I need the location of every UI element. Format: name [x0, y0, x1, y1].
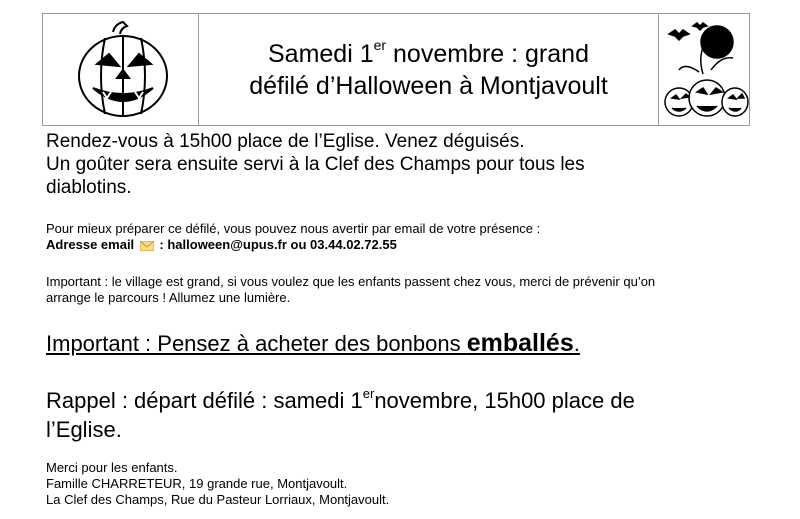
footer-line: Merci pour les enfants. [46, 460, 178, 475]
intro-line: diablotins. [46, 177, 132, 198]
email-label: Adresse email [46, 237, 135, 252]
rappel-line-2: l’Eglise. [46, 417, 122, 442]
header-left-cell [43, 14, 199, 125]
rappel-paragraph [46, 386, 766, 444]
title-part: novembre : grand [386, 39, 589, 68]
candy-text: Important : Pensez à acheter des bonbons [46, 331, 467, 356]
email-contact[interactable]: : halloween@upus.fr ou 03.44.02.72.55 [159, 237, 397, 252]
intro-line: Rendez-vous à 15h00 place de l’Eglise. Venez déguisés. [46, 131, 525, 152]
important-notice [46, 274, 766, 306]
title-line-2: défilé d’Halloween à Montjavoult [249, 71, 608, 100]
title-part: Samedi 1 [268, 39, 374, 68]
envelope-icon [140, 241, 154, 251]
prep-line: Pour mieux préparer ce défilé, vous pouvez nous avertir par email de votre présence : [46, 221, 541, 236]
candy-reminder [46, 328, 580, 359]
footer-signature [46, 460, 766, 508]
footer-line: Famille CHARRETEUR, 19 grande rue, Montjavoult. [46, 476, 348, 491]
header-right-cell [659, 14, 751, 125]
intro-paragraph [46, 130, 766, 199]
footer-line: La Clef des Champs, Rue du Pasteur Lorriaux, Montjavoult. [46, 492, 390, 507]
page-title [249, 38, 608, 102]
pumpkins-bats-icon [659, 14, 751, 125]
intro-line: Un goûter sera ensuite servi à la Clef des Champs pour tous les [46, 154, 585, 175]
candy-end: . [573, 331, 580, 356]
prep-paragraph [46, 221, 766, 253]
rappel-sup: er [362, 385, 375, 401]
header-title-cell [199, 14, 659, 125]
notice-line: Important : le village est grand, si vous voulez que les enfants passent chez vous, merci de prévenir qu’on [46, 274, 656, 289]
header-table [42, 13, 750, 126]
email-line [46, 237, 766, 253]
rappel-part: Rappel : départ défilé : samedi 1 [46, 388, 363, 413]
title-sup: er [373, 37, 387, 54]
jack-o-lantern-icon [43, 14, 199, 125]
rappel-part: novembre, 15h00 place de [374, 388, 635, 413]
candy-bold: emballés [466, 329, 574, 357]
title-line-1 [249, 38, 608, 70]
rappel-line-1 [46, 386, 766, 415]
notice-line: arrange le parcours ! Allumez une lumière. [46, 290, 291, 305]
